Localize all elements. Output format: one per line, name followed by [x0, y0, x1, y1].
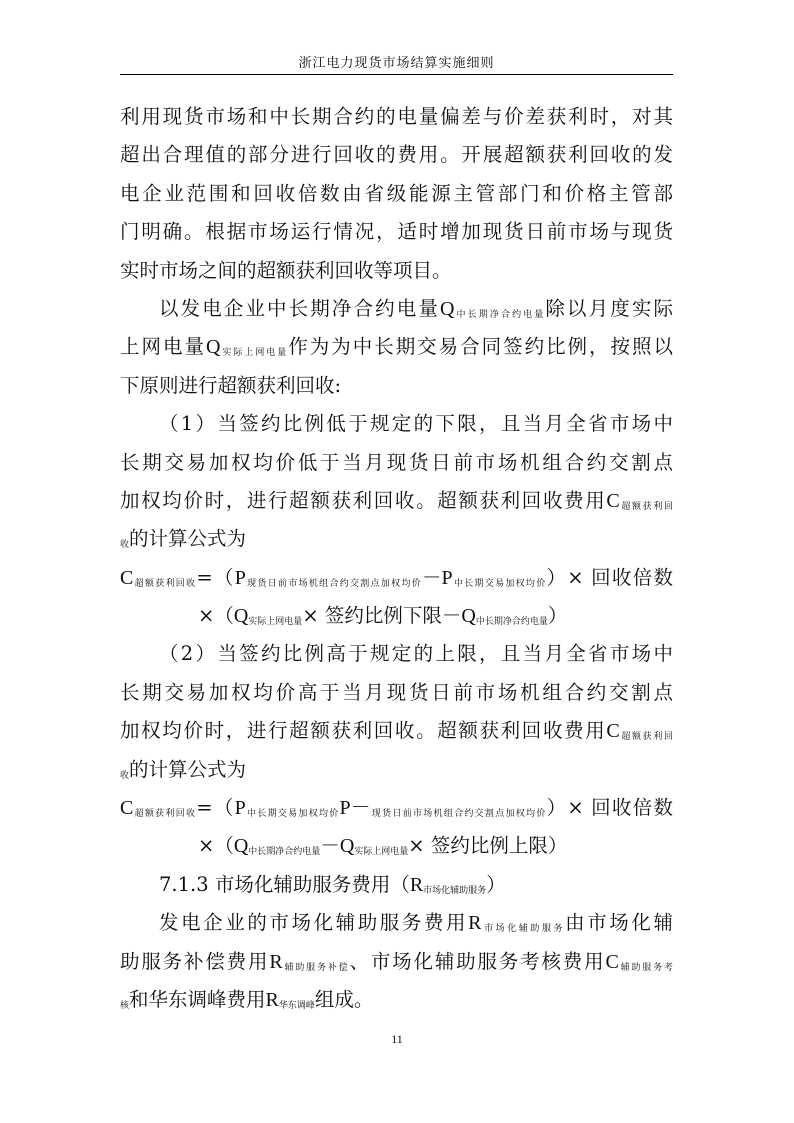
subscript: 中长期交易加权均价 [452, 578, 547, 589]
page-number: 11 [391, 1032, 403, 1046]
case-2-upper-limit [120, 635, 673, 865]
formula-line [120, 559, 673, 597]
subscript: 超额获利回收 [133, 809, 197, 820]
text-run: ） [486, 872, 506, 896]
text-run: × 签约比例上限） [408, 834, 568, 858]
running-header: 浙江电力现货市场结算实施细则 [298, 56, 495, 71]
paragraph-ancillary-services [120, 904, 673, 1019]
text-line [120, 328, 673, 366]
formula-line [120, 597, 673, 635]
symbol-q: Q [233, 835, 249, 858]
text-run: 组成。 [314, 987, 374, 1011]
text-run: 加权均价时，进行超额获利回收。超额获利回收费用 [120, 719, 607, 743]
text-line [120, 751, 673, 789]
text-run: 加权均价时，进行超额获利回收。超额获利回收费用 [120, 488, 607, 512]
text-run: 和华东调峰费用 [129, 987, 266, 1011]
text-run: 以发电企业中长期净合约电量 [159, 296, 440, 320]
document-body [120, 98, 673, 1019]
section-title: 7.1.3 市场化辅助服务费用（ [159, 872, 410, 896]
subscript: 收 [120, 770, 130, 781]
text-line: 门明确。根据市场运行情况，适时增加现货日前市场与现货 [120, 220, 673, 244]
text-run: － [320, 834, 340, 858]
text-run: ×（ [198, 834, 234, 858]
symbol-q: Q [233, 605, 249, 628]
text-line [120, 943, 673, 981]
symbol-r: R [468, 912, 482, 935]
symbol-q: Q [461, 605, 476, 628]
text-line [120, 290, 673, 328]
subscript: 实际上网电量 [220, 348, 289, 359]
text-run: =（ [196, 565, 235, 589]
symbol-q: Q [205, 336, 221, 359]
text-run: × 签约比例下限－ [302, 604, 462, 628]
subscript: 现货日前市场机组合约交割点加权均价 [245, 578, 423, 589]
text-line: 实时市场之间的超额获利回收等项目。 [120, 258, 452, 282]
subscript: 中长期交易加权均价 [245, 809, 340, 820]
formula-line [120, 827, 673, 865]
text-line: （1）当签约比例低于规定的下限，且当月全省市场中 [159, 412, 673, 436]
text-run: ×（ [198, 604, 234, 628]
text-line: 长期交易加权均价高于当月现货日前市场机组合约交割点 [120, 680, 673, 704]
subscript: 辅助服务补偿 [282, 962, 350, 973]
case-1-lower-limit [120, 405, 673, 635]
text-run: 作为为中长期交易合同签约比例，按照以 [288, 335, 673, 359]
subscript: 核 [120, 1000, 130, 1011]
text-run: － [422, 565, 442, 589]
text-line [120, 712, 673, 750]
text-line [120, 482, 673, 520]
text-run: =（ [196, 796, 235, 820]
symbol-c: C [120, 566, 134, 589]
text-run: 除以月度实际 [545, 296, 673, 320]
text-run: 的计算公式为 [129, 527, 247, 551]
subscript: 现货日前市场机组合约交割点加权均价 [370, 809, 547, 820]
text-line: 长期交易加权均价低于当月现货日前市场机组合约交割点 [120, 450, 673, 474]
symbol-c: C [605, 950, 619, 973]
text-run: 由市场化辅 [565, 911, 673, 935]
subscript: 收 [120, 540, 130, 551]
text-line [120, 981, 673, 1019]
subscript: 市场化辅助服务 [423, 885, 487, 896]
text-line: 电企业范围和回收倍数由省级能源主管部门和价格主管部 [120, 181, 673, 205]
subscript: 市场化辅助服务 [481, 924, 566, 935]
subscript: 实际上网电量 [248, 617, 303, 628]
paragraph-intro [120, 98, 673, 290]
symbol-r: R [265, 988, 279, 1011]
subscript: 中长期净合约电量 [454, 309, 546, 320]
symbol-p-minus: P－ [339, 797, 371, 820]
subscript: 实际上网电量 [354, 847, 409, 858]
text-run: 的计算公式为 [129, 757, 247, 781]
text-run: 上网电量 [120, 335, 206, 359]
paragraph-contract-ratio [120, 290, 673, 405]
text-line: 利用现货市场和中长期合约的电量偏差与价差获利时，对其 [120, 105, 673, 128]
text-line [120, 520, 673, 558]
text-line: 超出合理值的部分进行回收的费用。开展超额获利回收的发 [120, 143, 673, 167]
symbol-c: C [606, 720, 620, 743]
text-run: 发电企业的市场化辅助服务费用 [159, 911, 469, 935]
subscript: 华东调峰 [278, 1000, 315, 1011]
text-run: 助服务补偿费用 [120, 949, 270, 973]
formula-line [120, 789, 673, 827]
symbol-p: P [234, 566, 246, 589]
text-line: （2）当签约比例高于规定的上限，且当月全省市场中 [159, 642, 673, 666]
text-run: ）× 回收倍数 [546, 796, 673, 820]
symbol-q: Q [439, 297, 455, 320]
subscript: 中长期净合约电量 [248, 847, 321, 858]
section-heading [120, 866, 673, 904]
symbol-c: C [120, 797, 134, 820]
text-line [120, 904, 673, 942]
subscript: 超额获利回收 [133, 578, 197, 589]
text-line: 下原则进行超额获利回收: [120, 373, 342, 397]
symbol-p: P [441, 566, 453, 589]
subscript: 中长期净合约电量 [475, 617, 548, 628]
text-run: ）× 回收倍数 [546, 565, 673, 589]
text-run: 、市场化辅助服务考核费用 [349, 949, 606, 973]
symbol-r: R [409, 873, 424, 896]
subscript: 超额获利回 [619, 501, 673, 512]
subscript: 辅助服务考 [618, 962, 673, 973]
subscript: 超额获利回 [619, 732, 673, 743]
symbol-c: C [606, 489, 620, 512]
symbol-p: P [234, 797, 246, 820]
symbol-q: Q [339, 835, 355, 858]
header-rule [120, 74, 673, 75]
symbol-r: R [269, 950, 283, 973]
text-run: ） [547, 604, 568, 628]
